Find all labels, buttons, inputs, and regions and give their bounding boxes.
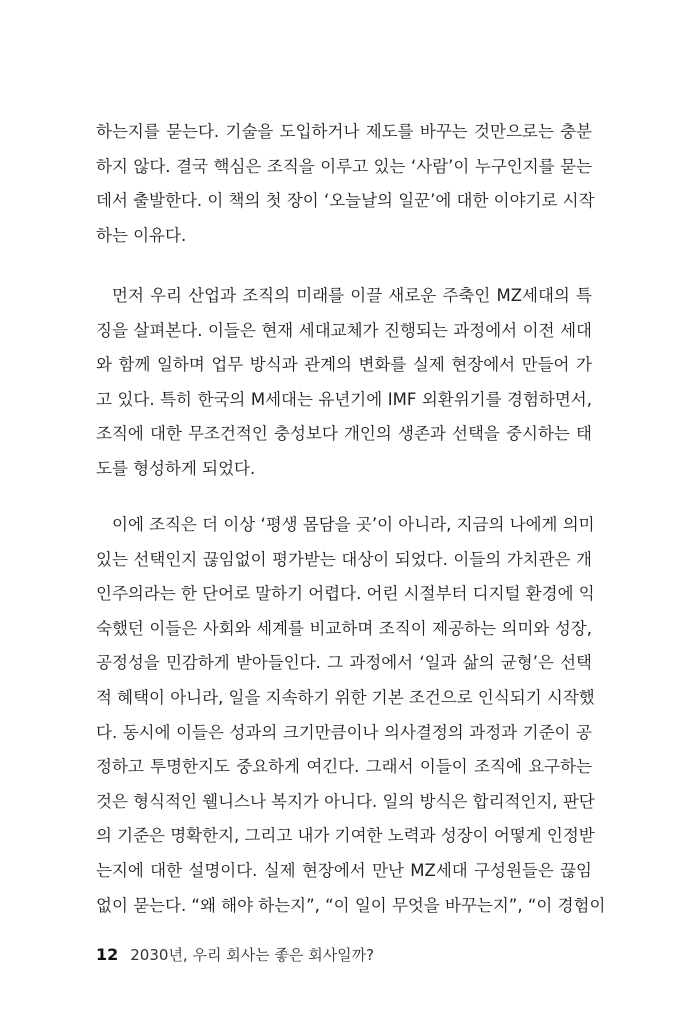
text-line: 와 함께 일하며 업무 방식과 관계의 변화를 실제 현장에서 만들어 가 [96,355,592,375]
text-line: 먼저 우리 산업과 조직의 미래를 이끌 새로운 주축인 MZ세대의 특 [112,286,592,305]
text-line: 있는 선택인지 끊임없이 평가받는 대상이 되었다. 이들의 가치관은 개 [96,549,592,569]
text-line: 의 기준은 명확한지, 그리고 내가 기여한 노력과 성장이 어떻게 인정받 [96,826,595,846]
text-line: 징을 살펴본다. 이들은 현재 세대교체가 진행되는 과정에서 이전 세대 [96,320,592,340]
text-line: 조직에 대한 무조건적인 충성보다 개인의 생존과 선택을 중시하는 태 [96,424,592,444]
page-number: 12 [96,945,119,964]
text-line: 공정성을 민감하게 받아들인다. 그 과정에서 ‘일과 삶의 균형’은 선택 [96,653,592,673]
running-title: 2030년, 우리 회사는 좋은 회사일까? [130,946,375,964]
text-line: 도를 형성하게 되었다. [96,458,256,478]
text-line: 하지 않다. 결국 핵심은 조직을 이루고 있는 ‘사람’이 누구인지를 묻는 [96,156,592,176]
page-footer [96,944,374,966]
text-line: 고 있다. 특히 한국의 M세대는 유년기에 IMF 외환위기를 경험하면서, [96,389,592,409]
text-line: 적 혜택이 아니라, 일을 지속하기 위한 기본 조건으로 인식되기 시작했 [96,687,595,707]
text-line: 이에 조직은 더 이상 ‘평생 몸담을 곳’이 아니라, 지금의 나에게 의미 [112,515,595,534]
text-line: 는지에 대한 설명이다. 실제 현장에서 만난 MZ세대 구성원들은 끊임 [96,860,592,880]
paragraph-3 [96,508,606,923]
text-line: 정하고 투명한지도 중요하게 여긴다. 그래서 이들이 조직에 요구하는 [96,757,592,777]
text-line: 없이 묻는다. “왜 해야 하는지”, “이 일이 무엇을 바꾸는지”, “이 경험이 [96,895,606,915]
paragraph-2 [96,279,592,487]
paragraph-1 [96,115,595,253]
text-line: 데서 출발한다. 이 책의 첫 장이 ‘오늘날의 일꾼’에 대한 이야기로 시작 [96,191,595,211]
text-line: 숙했던 이들은 사회와 세계를 비교하며 조직이 제공하는 의미와 성장, [96,618,592,638]
text-line: 인주의라는 한 단어로 말하기 어렵다. 어린 시절부터 디지털 환경에 익 [96,584,595,604]
text-line: 것은 형식적인 웰니스나 복지가 아니다. 일의 방식은 합리적인지, 판단 [96,791,595,811]
text-line: 다. 동시에 이들은 성과의 크기만큼이나 의사결정의 과정과 기준이 공 [96,722,592,742]
text-line: 하는지를 묻는다. 기술을 도입하거나 제도를 바꾸는 것만으로는 충분 [96,122,592,141]
text-line: 하는 이유다. [96,225,187,245]
